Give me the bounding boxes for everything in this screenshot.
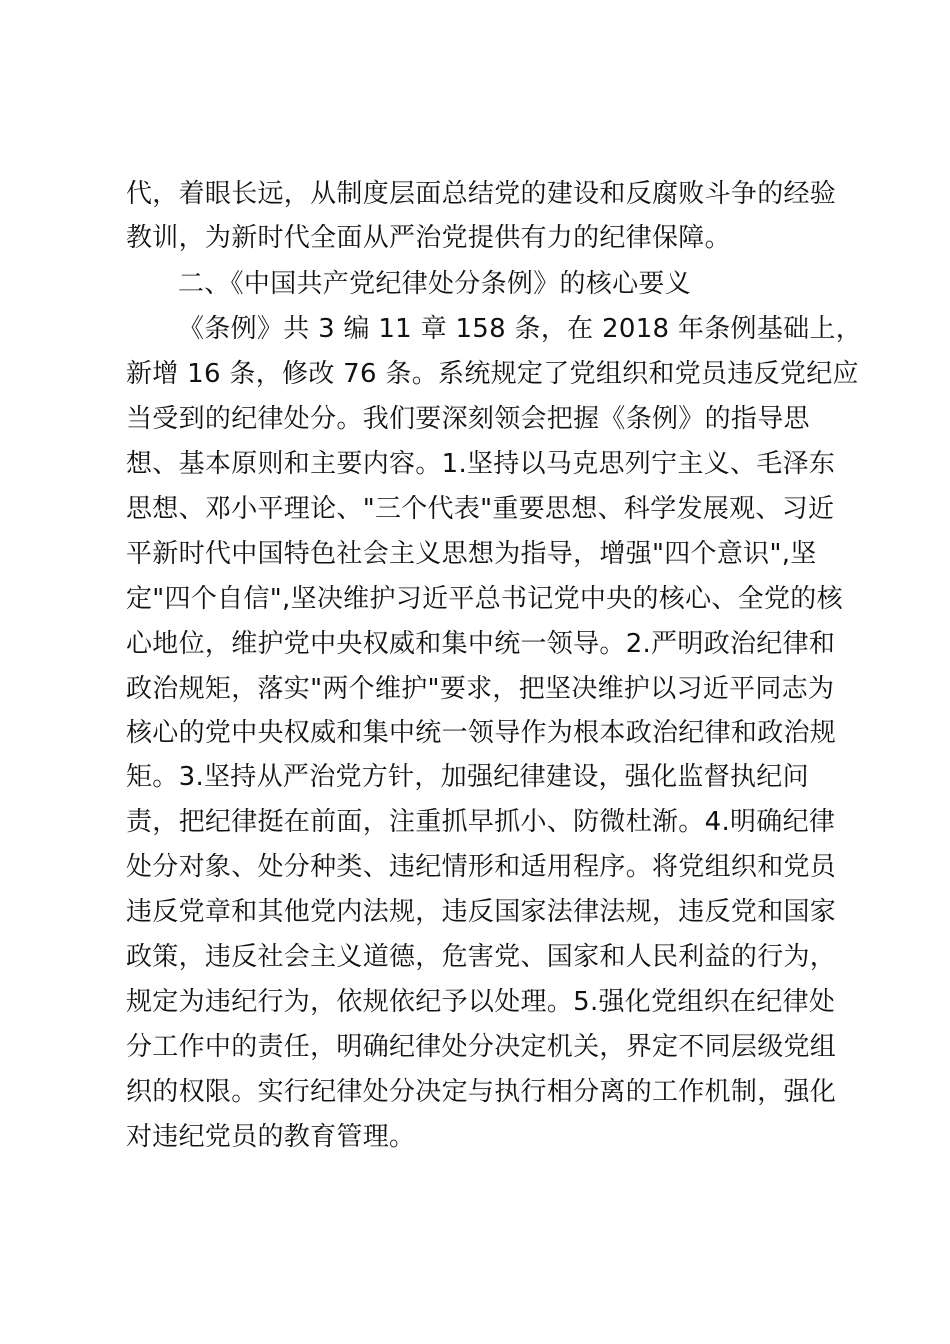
text-line: 处分对象、处分种类、违纪情形和适用程序。将党组织和党员 bbox=[126, 852, 837, 882]
text-line: 思想、邓小平理论、"三个代表"重要思想、科学发展观、习近 bbox=[126, 494, 835, 524]
text-line: 平新时代中国特色社会主义思想为指导，增强"四个意识",坚 bbox=[126, 539, 817, 569]
text-line: 矩。3.坚持从严治党方针，加强纪律建设，强化监督执纪问 bbox=[126, 762, 809, 792]
text-line: 织的权限。实行纪律处分决定与执行相分离的工作机制，强化 bbox=[126, 1077, 837, 1107]
text-line: 教训，为新时代全面从严治党提供有力的纪律保障。 bbox=[126, 223, 731, 253]
text-line: 责，把纪律挺在前面，注重抓早抓小、防微杜渐。4.明确纪律 bbox=[126, 807, 836, 837]
paragraph-first-line: 《条例》共 3 编 11 章 158 条，在 2018 年条例基础上， bbox=[178, 314, 863, 344]
text-line: 当受到的纪律处分。我们要深刻领会把握《条例》的指导思 bbox=[126, 404, 810, 434]
text-line: 新增 16 条，修改 76 条。系统规定了党组织和党员违反党纪应 bbox=[126, 359, 859, 389]
text-line: 核心的党中央权威和集中统一领导作为根本政治纪律和政治规 bbox=[126, 718, 837, 748]
section-heading: 二、《中国共产党纪律处分条例》的核心要义 bbox=[178, 269, 692, 299]
text-line: 政治规矩，落实"两个维护"要求，把坚决维护以习近平同志为 bbox=[126, 674, 835, 704]
text-line: 分工作中的责任，明确纪律处分决定机关，界定不同层级党组 bbox=[126, 1032, 837, 1062]
text-line: 对违纪党员的教育管理。 bbox=[126, 1122, 416, 1152]
text-line: 政策，违反社会主义道德，危害党、国家和人民利益的行为， bbox=[126, 942, 837, 972]
text-line: 心地位，维护党中央权威和集中统一领导。2.严明政治纪律和 bbox=[126, 629, 836, 659]
text-line: 违反党章和其他党内法规，违反国家法律法规，违反党和国家 bbox=[126, 897, 837, 927]
text-line: 规定为违纪行为，依规依纪予以处理。5.强化党组织在纪律处 bbox=[126, 987, 836, 1017]
text-line: 想、基本原则和主要内容。1.坚持以马克思列宁主义、毛泽东 bbox=[126, 449, 836, 479]
text-line: 代，着眼长远，从制度层面总结党的建设和反腐败斗争的经验 bbox=[126, 179, 837, 209]
text-line: 定"四个自信",坚决维护习近平总书记党中央的核心、全党的核 bbox=[126, 584, 843, 614]
